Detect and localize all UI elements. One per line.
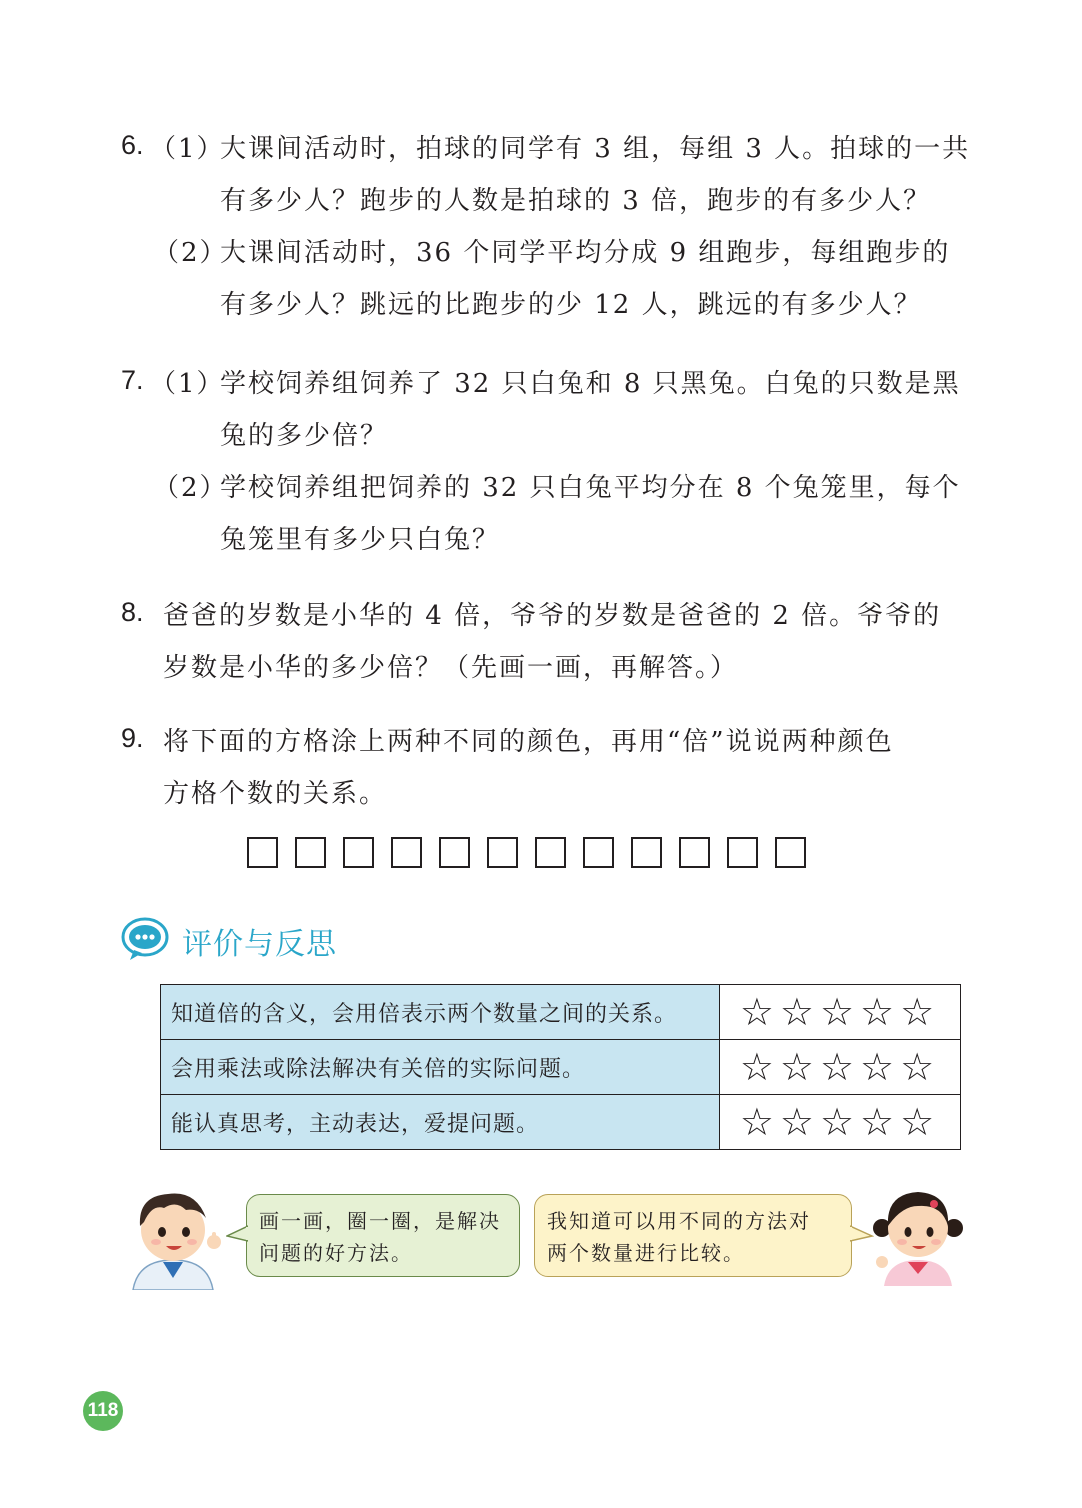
q9-number: 9. (121, 723, 144, 753)
criterion-cell: 会用乘法或除法解决有关倍的实际问题。 (161, 1040, 720, 1095)
star-rating[interactable]: ☆☆☆☆☆ (720, 1095, 961, 1150)
star-rating[interactable]: ☆☆☆☆☆ (720, 1040, 961, 1095)
q9-line1: 将下面的方格涂上两种不同的颜色，再用“倍”说说两种颜色 (163, 727, 894, 757)
grid-square[interactable] (391, 837, 422, 868)
q7-number: 7. (121, 365, 144, 395)
q8-line1: 爸爸的岁数是小华的 4 倍，爷爷的岁数是爸爸的 2 倍。爷爷的 (163, 601, 942, 631)
evaluation-row (161, 1095, 961, 1150)
girl-speech-bubble (534, 1194, 852, 1277)
q8-number: 8. (121, 597, 144, 627)
q6-part2-line2: 有多少人？跳远的比跑步的少 12 人，跳远的有多少人？ (220, 290, 922, 320)
grid-square[interactable] (679, 837, 710, 868)
grid-square[interactable] (487, 837, 518, 868)
grid-square[interactable] (631, 837, 662, 868)
evaluation-row (161, 985, 961, 1040)
q7-part2-line2: 兔笼里有多少只白兔？ (220, 525, 501, 555)
criterion-cell: 知道倍的含义，会用倍表示两个数量之间的关系。 (161, 985, 720, 1040)
evaluation-row (161, 1040, 961, 1095)
grid-square[interactable] (583, 837, 614, 868)
grid-square[interactable] (343, 837, 374, 868)
bubble-line: 问题的好方法。 (259, 1241, 413, 1265)
q6-part1-line1: 大课间活动时，拍球的同学有 3 组，每组 3 人。拍球的一共 (220, 134, 971, 164)
grid-square[interactable] (535, 837, 566, 868)
q9-line2: 方格个数的关系。 (163, 779, 388, 809)
evaluation-table (160, 984, 961, 1150)
q7-part2-line1: 学校饲养组把饲养的 32 只白兔平均分在 8 个兔笼里，每个 (220, 473, 961, 503)
q8-line2: 岁数是小华的多少倍？（先画一画，再解答。） (163, 653, 739, 683)
q7-part1-line2: 兔的多少倍？ (220, 421, 389, 451)
chat-bubble-icon (120, 916, 170, 966)
q6-part1-line2: 有多少人？跑步的人数是拍球的 3 倍，跑步的有多少人？ (220, 186, 932, 216)
boy-character (118, 1182, 228, 1294)
bubble-tail-right (850, 1224, 874, 1244)
grid-square[interactable] (727, 837, 758, 868)
page-number: 118 (83, 1391, 123, 1431)
girl-character (872, 1182, 964, 1290)
q7-part1-line1: 学校饲养组饲养了 32 只白兔和 8 只黑兔。白兔的只数是黑 (220, 369, 961, 399)
q7-part1-label: （1） (150, 369, 225, 399)
q6-part1-label: （1） (150, 134, 225, 164)
q6-number: 6. (121, 130, 144, 160)
evaluation-title: 评价与反思 (182, 927, 337, 962)
q7-part2-label: （2） (153, 473, 228, 503)
criterion-cell: 能认真思考，主动表达，爱提问题。 (161, 1095, 720, 1150)
coloring-grid (247, 837, 806, 868)
star-rating[interactable]: ☆☆☆☆☆ (720, 985, 961, 1040)
evaluation-header (120, 916, 337, 966)
grid-square[interactable] (247, 837, 278, 868)
boy-speech-bubble (246, 1194, 520, 1277)
q6-part2-label: （2） (153, 238, 228, 268)
bubble-line: 我知道可以用不同的方法对 (547, 1209, 811, 1233)
grid-square[interactable] (295, 837, 326, 868)
bubble-tail-left (226, 1224, 248, 1244)
q6-part2-line1: 大课间活动时，36 个同学平均分成 9 组跑步，每组跑步的 (220, 238, 951, 268)
bubble-line: 两个数量进行比较。 (547, 1241, 745, 1265)
grid-square[interactable] (775, 837, 806, 868)
bubble-line: 画一画，圈一圈，是解决 (259, 1209, 501, 1233)
grid-square[interactable] (439, 837, 470, 868)
